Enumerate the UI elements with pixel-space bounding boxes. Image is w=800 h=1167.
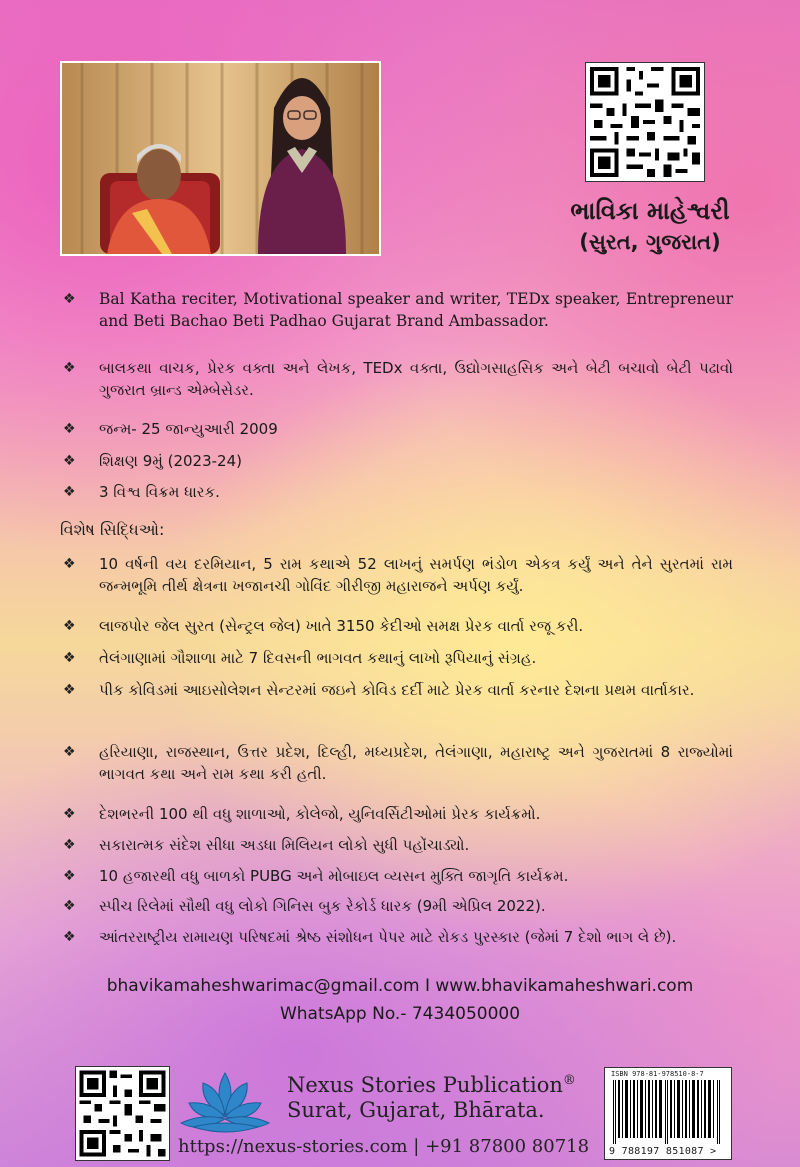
bullet-diamond-icon: ❖ xyxy=(63,898,76,914)
bullet-diamond-icon: ❖ xyxy=(63,421,76,437)
barcode-icon xyxy=(611,1080,725,1144)
photo-illustration xyxy=(62,63,379,254)
publisher-lotus-logo xyxy=(178,1065,273,1140)
list-item: ❖ 3 વિશ્વ વિક્રમ ધારક. xyxy=(63,483,220,501)
publisher-place: Surat, Gujarat, Bhārata. xyxy=(287,1098,545,1122)
qr-code-footer[interactable] xyxy=(75,1066,170,1161)
contact-email-web[interactable]: bhavikamaheshwarimac@gmail.com I www.bhavikamaheshwari.com xyxy=(106,976,694,996)
bullet-diamond-icon: ❖ xyxy=(63,650,76,666)
list-item: ❖ તેલંગાણામાં ગૌશાળા માટે 7 દિવસની ભાગવત કથાનું લાખો રૂપિયાનું સંગ્રહ. xyxy=(63,649,537,667)
list-item: ❖ હરિયાણા, રાજસ્થાન, ઉત્તર પ્રદેશ, દિલ્હી, મધ્યપ્રદેશ, તેલંગાણા, મહારાષ્ટ્ર અને ગુજરાતમાં 8 રાજ્યોમાં ભાગવત કથા અને રામ કથા કરી હતી. xyxy=(63,743,733,783)
list-item: ❖ સકારાત્મક સંદેશ સીધા અડધા મિલિયન લોકો સુધી પહોંચાડ્યો. xyxy=(63,836,470,854)
publisher-name: Nexus Stories Publication® xyxy=(287,1073,576,1097)
list-item: ❖ સ્પીચ રિલેમાં સૌથી વધુ લોકો ગિનિસ બુક રેકોર્ડ ધારક (9મી એપ્રિલ 2022). xyxy=(63,897,546,915)
list-item: ❖ દેશભરની 100 થી વધુ શાળાઓ, કોલેજો, યુનિવર્સિટીઓમાં પ્રેરક કાર્યક્રમો. xyxy=(63,805,541,823)
isbn-label: ISBN 978-81-978510-8-7 xyxy=(611,1070,704,1078)
registered-mark: ® xyxy=(562,1073,576,1088)
list-item: ❖ 10 વર્ષની વય દરમિયાન, 5 રામ કથાએ 52 લાખનું સમર્પણ ભંડોળ એકત્ર કર્યું અને તેને સુરતમાં રામ જન્મભૂમિ તીર્થ ક્ષેત્રના ખજાનચી ગોવિંદ ગીરીજી મહારાજને અર્પણ કર્યું. xyxy=(63,555,733,595)
bullet-diamond-icon: ❖ xyxy=(63,868,76,884)
qr-code-icon xyxy=(586,63,704,181)
barcode-number: 9 788197 851087 > xyxy=(609,1146,717,1157)
author-photo xyxy=(60,61,381,256)
publisher-web-phone[interactable]: https://nexus-stories.com | +91 87800 80718 xyxy=(178,1136,590,1157)
contact-whatsapp: WhatsApp No.- 7434050000 xyxy=(279,1004,521,1024)
bullet-diamond-icon: ❖ xyxy=(63,837,76,853)
list-item: ❖ Bal Katha reciter, Motivational speaker and writer, TEDx speaker, Entrepreneur and Beti Bachao Beti Padhao Gujarat Brand Ambassador. xyxy=(63,290,733,330)
list-item: ❖ શિક્ષણ 9મું (2023-24) xyxy=(63,452,242,470)
bullet-diamond-icon: ❖ xyxy=(63,484,76,500)
bullet-diamond-icon: ❖ xyxy=(63,929,76,945)
bullet-diamond-icon: ❖ xyxy=(63,556,76,572)
qr-code-icon xyxy=(76,1067,169,1160)
qr-code-top[interactable] xyxy=(585,62,705,182)
list-item: ❖ બાલકથા વાચક, પ્રેરક વક્તા અને લેખક, TEDx વક્તા, ઉદ્યોગસાહસિક અને બેટી બચાવો બેટી પઢાવો ગુજરાત બ્રાન્ડ એમ્બેસેડર. xyxy=(63,359,733,399)
bullet-diamond-icon: ❖ xyxy=(63,618,76,634)
bullet-diamond-icon: ❖ xyxy=(63,806,76,822)
bullet-diamond-icon: ❖ xyxy=(63,744,76,760)
list-item: ❖ પીક કોવિડમાં આઇસોલેશન સેન્ટરમાં જઇને કોવિડ દર્દી માટે પ્રેરક વાર્તા કરનાર દેશના પ્રથમ વાર્તાકાર. xyxy=(63,681,695,699)
list-item: ❖ 10 હજારથી વધુ બાળકો PUBG અને મોબાઇલ વ્યસન મુક્તિ જાગૃતિ કાર્યક્રમ. xyxy=(63,867,569,885)
bullet-diamond-icon: ❖ xyxy=(63,682,76,698)
bullet-diamond-icon: ❖ xyxy=(63,291,76,307)
isbn-barcode xyxy=(604,1067,732,1160)
bullet-diamond-icon: ❖ xyxy=(63,453,76,469)
list-item: ❖ લાજપોર જેલ સુરત (સેન્ટ્રલ જેલ) ખાતે 3150 કેદીઓ સમક્ષ પ્રેરક વાર્તા રજૂ કરી. xyxy=(63,617,584,635)
author-name: ભાવિકા માહેશ્વરી xyxy=(570,197,730,225)
lotus-icon xyxy=(178,1065,273,1140)
list-item: ❖ જન્મ- 25 જાન્યુઆરી 2009 xyxy=(63,420,278,438)
list-item: ❖ આંતરરાષ્ટ્રીય રામાયણ પરિષદમાં શ્રેષ્ઠ સંશોધન પેપર માટે રોકડ પુરસ્કાર (જેમાં 7 દેશો ભાગ લે છે). xyxy=(63,928,677,946)
author-place: (સુરત, ગુજરાત) xyxy=(579,230,721,254)
bullet-diamond-icon: ❖ xyxy=(63,360,76,376)
achievements-heading: વિશેષ સિદ્ધિઓ: xyxy=(60,520,165,539)
